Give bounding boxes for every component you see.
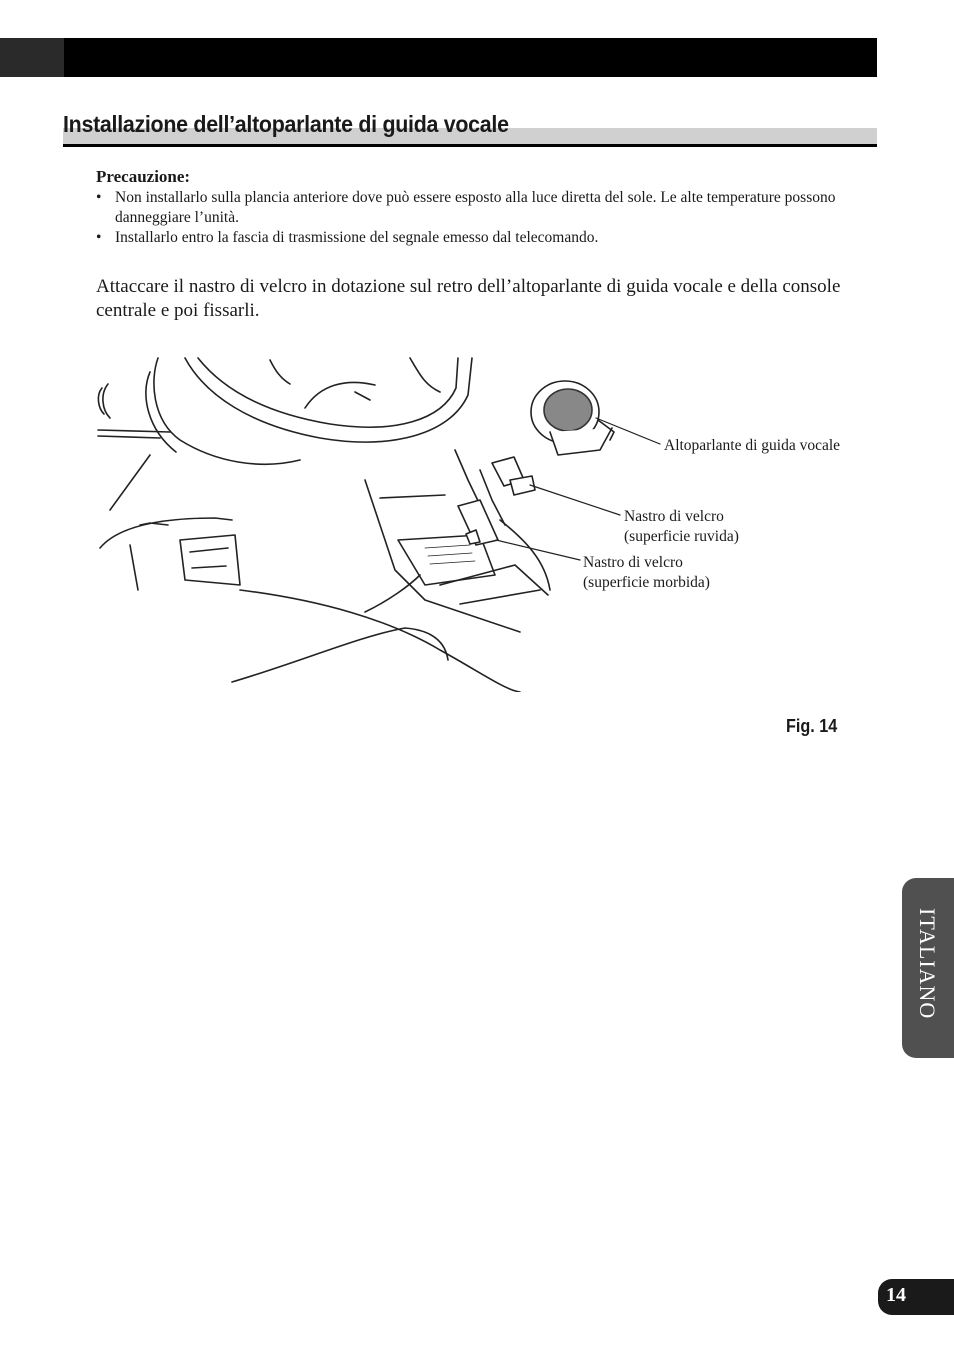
language-label: ITALIANO bbox=[915, 908, 940, 1020]
caution-item-text: Non installarlo sulla plancia anteriore dove può essere esposto alla luce diretta del sole. Le alte temperature possono danneggiare l’unità. bbox=[115, 189, 836, 226]
label-line: Nastro di velcro bbox=[624, 508, 724, 525]
figure-caption: Fig. 14 bbox=[786, 716, 838, 736]
installation-illustration bbox=[95, 352, 885, 692]
label-line: (superficie ruvida) bbox=[624, 528, 739, 545]
header-bar-left bbox=[0, 38, 64, 77]
label-line: Nastro di velcro bbox=[583, 554, 683, 571]
label-velcro-soft bbox=[583, 553, 710, 593]
section-title: Installazione dell’altoparlante di guida vocale bbox=[63, 111, 509, 137]
caution-item bbox=[96, 228, 856, 248]
page-number-tab bbox=[878, 1279, 954, 1315]
bullet: • bbox=[96, 189, 102, 206]
instruction-paragraph: Attaccare il nastro di velcro in dotazione sul retro dell’altoparlante di guida vocale e della console centrale e poi fissarli. bbox=[96, 276, 841, 321]
caution-item-text: Installarlo entro la fascia di trasmissione del segnale emesso dal telecomando. bbox=[115, 229, 599, 246]
label-speaker: Altoparlante di guida vocale bbox=[664, 437, 841, 454]
caution-list bbox=[96, 188, 856, 248]
caution-item bbox=[96, 188, 856, 228]
heading-rule bbox=[63, 144, 877, 147]
header-bar bbox=[64, 38, 877, 77]
label-line: (superficie morbida) bbox=[583, 574, 710, 591]
page-number: 14 bbox=[886, 1284, 906, 1306]
language-tab bbox=[902, 878, 954, 1058]
bullet: • bbox=[96, 229, 102, 246]
section-heading bbox=[63, 110, 877, 148]
caution-title: Precauzione: bbox=[96, 167, 191, 186]
label-velcro-rough bbox=[624, 507, 739, 547]
